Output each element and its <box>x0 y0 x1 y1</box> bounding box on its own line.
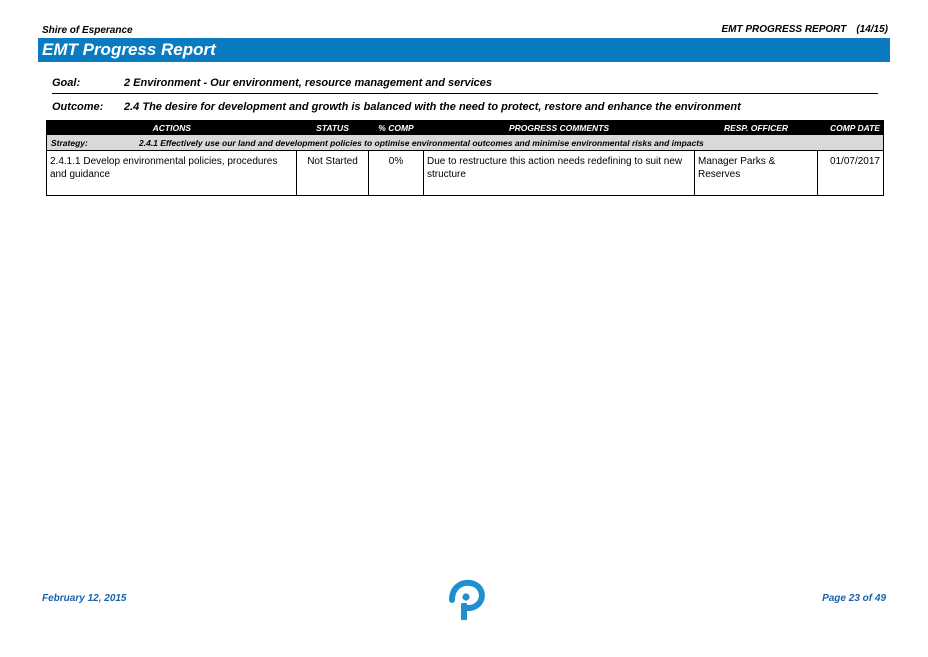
outcome-label: Outcome: <box>52 101 104 113</box>
strategy-text: 2.4.1 Effectively use our land and development policies to optimise environmental outcomes and minimise environmental risks and impacts <box>139 137 704 148</box>
footer-page-number: Page 23 of 49 <box>822 593 886 604</box>
column-header-comments: PROGRESS COMMENTS <box>424 121 695 136</box>
title-banner <box>38 38 890 62</box>
table-row <box>47 151 884 196</box>
outcome-text: 2.4 The desire for development and growth is balanced with the need to protect, restore and enhance the environment <box>124 101 741 113</box>
report-label: EMT PROGRESS REPORT <box>721 24 847 35</box>
page-fraction: (14/15) <box>856 24 888 35</box>
comment-cell: Due to restructure this action needs redefining to suit new structure <box>424 151 695 196</box>
column-header-actions: ACTIONS <box>47 121 297 136</box>
goal-row <box>52 77 878 94</box>
column-header-percent: % COMP <box>369 121 424 136</box>
goal-text: 2 Environment - Our environment, resource management and services <box>124 77 493 89</box>
report-reference <box>721 24 888 35</box>
table-header-row <box>47 121 884 136</box>
banner-title: EMT Progress Report <box>42 40 216 59</box>
strategy-row <box>47 135 884 151</box>
organisation-name: Shire of Esperance <box>42 25 133 36</box>
strategy-label: Strategy: <box>51 137 88 148</box>
officer-cell: Manager Parks & Reserves <box>695 151 818 196</box>
goal-label: Goal: <box>52 77 81 89</box>
footer-date: February 12, 2015 <box>42 593 127 604</box>
comp-date-cell: 01/07/2017 <box>818 151 884 196</box>
column-header-status: STATUS <box>297 121 369 136</box>
strategy-cell <box>47 135 884 151</box>
info-i-logo-icon <box>442 578 488 620</box>
status-cell: Not Started <box>297 151 369 196</box>
action-cell: 2.4.1.1 Develop environmental policies, procedures and guidance <box>50 156 278 180</box>
actions-table <box>46 120 884 196</box>
column-header-comp-date: COMP DATE <box>818 121 884 136</box>
column-header-officer: RESP. OFFICER <box>695 121 818 136</box>
outcome-row <box>52 101 878 115</box>
percent-cell: 0% <box>369 151 424 196</box>
